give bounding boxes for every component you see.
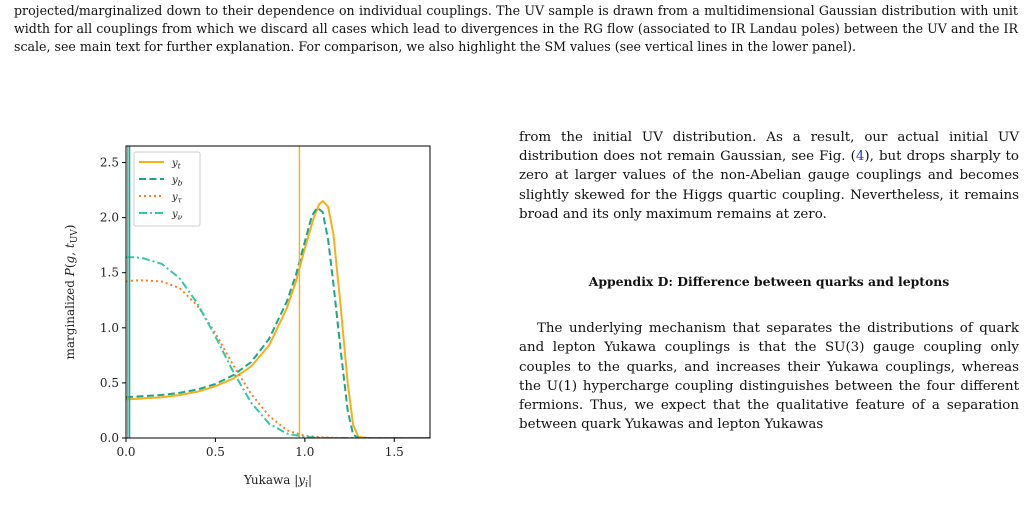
figure-caption: projected/marginalized down to their dependence on individual couplings. The UV sample is drawn from a multidimensional Gaussian distribution with unit width for all couplings from which we discard all cases which lead to divergences in the RG flow (associated to IR Landau poles) between the UV and the IR scale, see main text for further explanation. For comparison, we also highlight the SM values (see vertical lines in the lower panel). xyxy=(14,3,1018,54)
body-column xyxy=(519,128,1019,434)
legend-label-y-nu: $y_\nu$ xyxy=(172,209,183,222)
figure-reference-link[interactable]: 4 xyxy=(855,149,865,165)
y-tick-label: 0.0 xyxy=(99,431,119,445)
legend-label-y-t: $y_t$ xyxy=(172,158,181,171)
chart-legend xyxy=(134,152,200,226)
series-line-y-b xyxy=(126,208,430,438)
paragraph-1-text-b: ), but drops sharply to zero at larger values of the non-Abelian gauge couplings and becomes slightly skewed for the Higgs quartic coupling. Nevertheless, it remains broad and its only maximum remains at zero. xyxy=(519,149,1019,222)
x-tick-label: 1.0 xyxy=(295,445,315,459)
series-line-y-tau xyxy=(126,280,430,438)
x-axis-label: Yukawa $|y_i|$ xyxy=(243,473,313,490)
paragraph-1-text-a: from the initial UV distribution. As a result, our actual initial UV distribution does not remain Gaussian, see Fig. ( xyxy=(519,130,1019,165)
paragraph-2: The underlying mechanism that separates the distributions of quark and lepton Yukawa couplings is that the SU(3) gauge coupling only couples to the quarks, and increases their Yukawa couplings, whereas the U(1) hypercharge coupling distinguishes between the four different fermions. Thus, we expect that the qualitative feature of a separation between quark Yukawas and lepton Yukawas xyxy=(519,321,1019,433)
y-axis-label: marginalized P(g, $t_{UV}$) xyxy=(63,224,80,360)
paragraph-1 xyxy=(519,128,1019,224)
yukawa-distribution-chart xyxy=(58,118,448,532)
figure xyxy=(58,118,448,532)
section-heading: Appendix D: Difference between quarks and leptons xyxy=(588,274,950,290)
legend-label-y-b: $y_b$ xyxy=(172,175,183,188)
y-tick-label: 1.0 xyxy=(99,320,119,335)
y-tick-label: 2.5 xyxy=(99,155,119,170)
x-tick-label: 1.5 xyxy=(384,445,404,459)
x-tick-label: 0.5 xyxy=(205,445,225,459)
y-tick-label: 2.0 xyxy=(99,210,119,225)
legend-label-y-tau: $y_\tau$ xyxy=(172,192,182,205)
x-tick-label: 0.0 xyxy=(116,445,136,459)
y-tick-label: 0.5 xyxy=(99,375,119,390)
y-tick-label: 1.5 xyxy=(99,265,119,280)
